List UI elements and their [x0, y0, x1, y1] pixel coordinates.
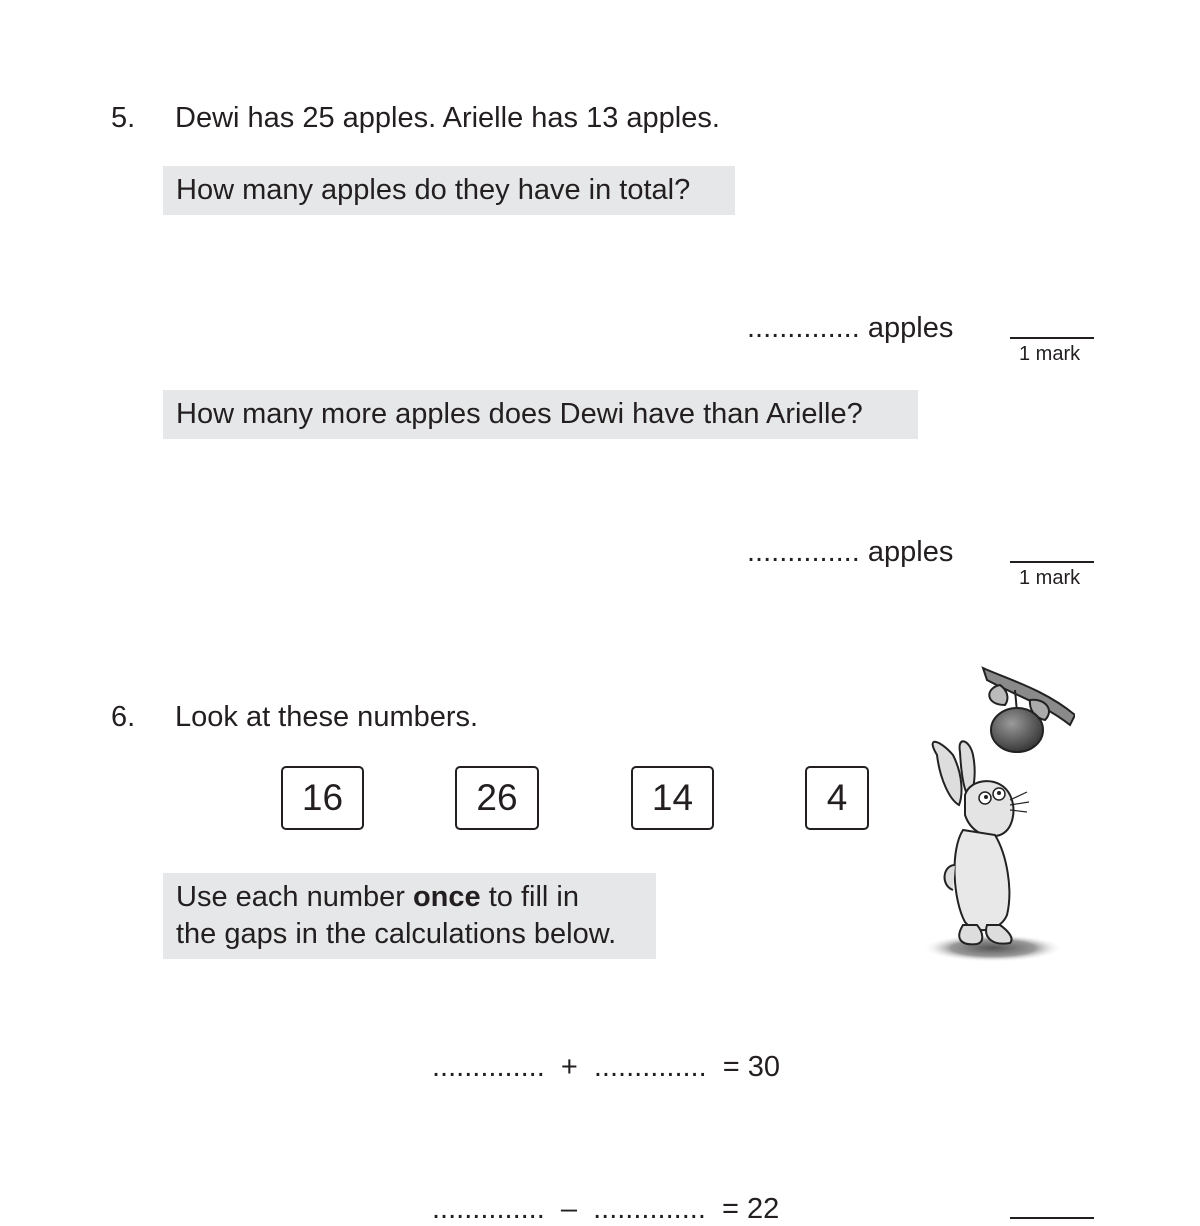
- instruction-line-2: the gaps in the calculations below.: [176, 918, 617, 950]
- number-card: 16: [281, 766, 364, 830]
- question-5b-prompt-text: How many more apples does Dewi have than Arielle?: [176, 398, 863, 430]
- number-card: 26: [455, 766, 539, 830]
- calculation-addition: [432, 1051, 780, 1084]
- mark-label: 1 mark: [1019, 343, 1081, 365]
- calc-blank[interactable]: ..............: [593, 1051, 707, 1083]
- rabbit-apple-illustration: [915, 660, 1075, 970]
- question-5b-answer-line: [747, 536, 953, 569]
- plus-operator: +: [560, 1051, 578, 1083]
- instruction-line-1: Use each number once to fill in: [176, 881, 579, 913]
- answer-unit: apples: [867, 536, 954, 568]
- question-5-stem: Dewi has 25 apples. Arielle has 13 apples.: [175, 102, 720, 134]
- rabbit-body: [955, 830, 1010, 930]
- mark-box-line: [1010, 561, 1094, 563]
- calc-result: = 30: [722, 1051, 780, 1083]
- question-6-stem: Look at these numbers.: [175, 701, 479, 733]
- calc-result: = 22: [721, 1193, 780, 1225]
- answer-blank[interactable]: ..............: [747, 536, 860, 568]
- apple-shape: [991, 708, 1043, 752]
- mark-label: 1 mark: [1019, 567, 1081, 589]
- question-5a-prompt: [163, 166, 735, 215]
- rabbit-head: [965, 781, 1013, 836]
- calculation-subtraction: [432, 1193, 779, 1226]
- question-5a-answer-line: [747, 312, 953, 345]
- emphasis-once: once: [412, 881, 481, 913]
- answer-unit: apples: [867, 312, 954, 344]
- calc-blank[interactable]: ..............: [432, 1051, 545, 1083]
- minus-operator: –: [560, 1193, 578, 1225]
- answer-blank[interactable]: ..............: [747, 312, 860, 344]
- calc-blank[interactable]: ..............: [593, 1193, 706, 1225]
- number-card: 4: [805, 766, 869, 830]
- mark-box-line: [1010, 337, 1094, 339]
- question-5a-prompt-text: How many apples do they have in total?: [176, 174, 691, 206]
- question-6-instruction: [163, 873, 656, 959]
- rabbit-foot: [959, 925, 982, 944]
- rabbit-ear: [933, 742, 962, 805]
- leaf-shape: [989, 685, 1007, 705]
- question-6-number: 6.: [111, 701, 136, 733]
- question-5b-prompt: [163, 390, 918, 439]
- mark-box-line: [1010, 1217, 1094, 1219]
- calc-blank[interactable]: ..............: [432, 1193, 545, 1225]
- number-card: 14: [631, 766, 714, 830]
- question-5-number: 5.: [111, 102, 136, 134]
